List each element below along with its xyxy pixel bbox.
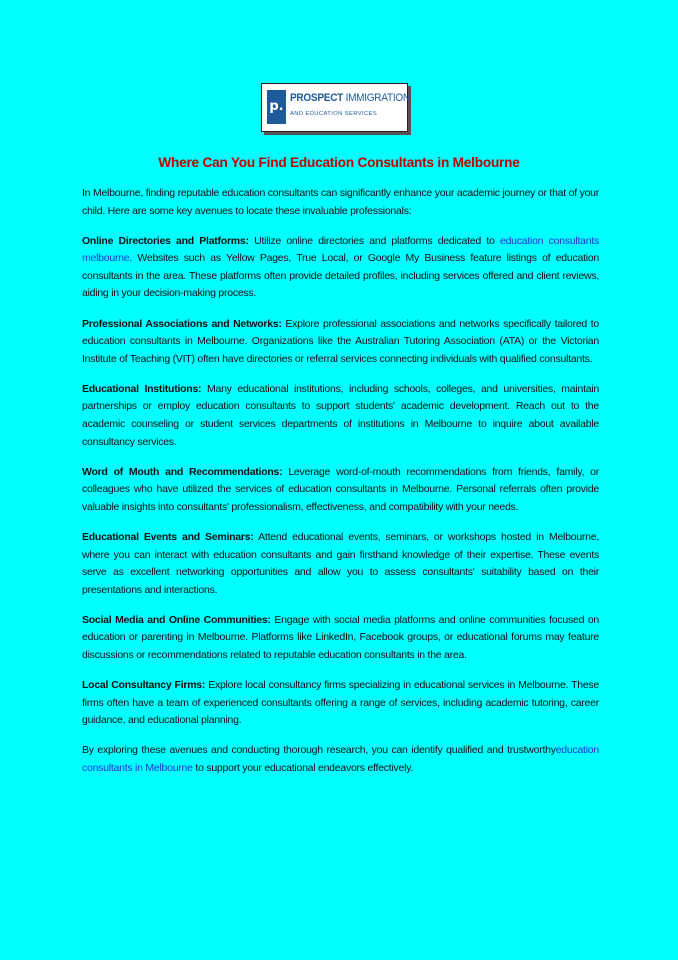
education-consultants-melbourne-link[interactable]: education consultants in Melbourne [82, 744, 599, 775]
section-text: Engage with social media platforms and online communities focused on education or parenting in Melbourne. Platforms like LinkedIn, Facebook groups, or educational forums may feature discussions or recommendations related to reputable education consultants in the area. [82, 613, 600, 662]
section-heading: Educational Events and Seminars: [82, 531, 254, 543]
logo-mark: p. [267, 90, 286, 124]
conclusion-paragraph [82, 742, 599, 777]
section-text: Attend educational events, seminars, or workshops hosted in Melbourne, where you can interact with education consultants and gain firsthand knowledge of their expertise. These events serve as excellent networking opportunities and allow you to assess consultants' suitability based on their presentations and interactions. [82, 531, 600, 596]
logo-name-bold: PROSPECT [290, 92, 344, 104]
section-heading: Online Directories and Platforms: [82, 234, 249, 247]
section-heading: Educational Institutions: [82, 382, 202, 395]
section-local-firms [82, 677, 599, 730]
section-text: Many educational institutions, including schools, colleges, and universities, maintain partnerships or employ education consultants to support students' academic development. Reach out to the academic counseling or student services departments of institutions in Melbourne to inquire about available consultancy services. [82, 382, 599, 448]
section-social-media [82, 612, 599, 665]
section-professional-associations [82, 316, 599, 369]
logo-name-rest: IMMIGRATION [345, 92, 410, 104]
section-online-directories [82, 233, 599, 303]
section-text: Utilize online directories and platforms dedicated to [254, 234, 495, 247]
section-text: Explore local consultancy firms specializing in educational services in Melbourne. These firms often have a team of experienced consultants offering a range of services, including academic tutoring, career guidance, and educational planning. [82, 679, 599, 727]
logo-name [290, 92, 410, 104]
section-text: Leverage word-of-mouth recommendations from friends, family, or colleagues who have utilized the services of education consultants in Melbourne. Personal referrals often provide valuable insights into consultants' professionalism, effectiveness, and compatibility with your needs. [82, 465, 599, 513]
section-heading: Professional Associations and Networks: [82, 317, 282, 330]
logo-tagline: AND EDUCATION SERVICES [290, 111, 378, 117]
section-text: . Websites such as Yellow Pages, True Local, or Google My Business feature listings of education consultants in the area. These platforms often provide detailed profiles, including services offered and client reviews, aiding in your decision-making process. [82, 252, 599, 300]
section-word-of-mouth [82, 464, 599, 517]
page-title: Where Can You Find Education Consultants in Melbourne [158, 155, 520, 170]
section-text: Explore professional associations and networks specifically tailored to education consultants in Melbourne. Organizations like the Australian Tutoring Association (ATA) or the Victorian Institute of Teaching (VIT) often have directories or referral services connecting individuals with qualified consultants. [82, 317, 599, 365]
section-heading: Word of Mouth and Recommendations: [82, 465, 283, 478]
conclusion-text: By exploring these avenues and conducting thorough research, you can identify qualified and trustworthy [82, 744, 556, 757]
conclusion-text: to support your educational endeavors effectively. [195, 762, 414, 775]
education-consultants-link[interactable]: education consultants melbourne [82, 234, 600, 265]
section-heading: Local Consultancy Firms: [82, 679, 206, 692]
section-events-seminars [82, 529, 599, 599]
article-body [82, 185, 599, 790]
section-educational-institutions [82, 381, 599, 451]
company-logo [261, 83, 408, 132]
intro-paragraph: In Melbourne, finding reputable education consultants can significantly enhance your academic journey or that of your child. Here are some key avenues to locate these invaluable professionals: [82, 187, 599, 217]
section-heading: Social Media and Online Communities: [82, 613, 271, 626]
